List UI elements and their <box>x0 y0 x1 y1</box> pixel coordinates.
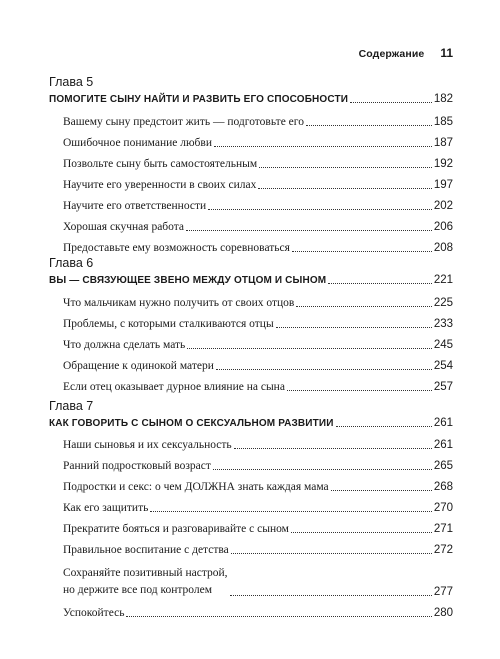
toc-entry[interactable] <box>49 502 453 515</box>
chapter-title-row[interactable] <box>49 274 453 287</box>
toc-entry[interactable] <box>49 544 453 557</box>
toc-entry-title: Проблемы, с которыми сталкиваются отцы <box>63 318 274 330</box>
leader-dots <box>258 188 431 189</box>
toc-entry[interactable] <box>49 439 453 452</box>
running-head <box>359 46 453 60</box>
leader-dots <box>331 490 432 491</box>
toc-entry[interactable] <box>49 242 453 255</box>
chapter-title: ВЫ — СВЯЗУЮЩЕЕ ЗВЕНО МЕЖДУ ОТЦОМ И СЫНОМ <box>49 275 327 286</box>
toc-entry-title: Ранний подростковый возраст <box>63 460 211 472</box>
toc-entry[interactable] <box>49 297 453 310</box>
toc-entry-title: Сохраняйте позитивный настрой, но держите все под контролем <box>63 565 228 599</box>
toc-chapter-7 <box>49 398 453 620</box>
chapter-page: 221 <box>433 274 453 286</box>
leader-dots <box>186 230 432 231</box>
leader-dots <box>287 390 432 391</box>
chapter-title: КАК ГОВОРИТЬ С СЫНОМ О СЕКСУАЛЬНОМ РАЗВИТИИ <box>49 418 334 429</box>
toc-entry[interactable] <box>49 158 453 171</box>
toc-entry-title: Хорошая скучная работа <box>63 221 185 233</box>
leader-dots <box>213 469 432 470</box>
leader-dots <box>306 125 432 126</box>
chapter-title-row[interactable] <box>49 93 453 106</box>
chapter-label: Глава 5 <box>49 75 94 89</box>
leader-dots <box>259 167 432 168</box>
page-number: 11 <box>440 46 453 60</box>
leader-dots <box>187 348 432 349</box>
toc-entry-title: Ошибочное понимание любви <box>63 137 212 149</box>
toc-entry[interactable] <box>49 116 453 129</box>
chapter-page: 261 <box>433 417 453 429</box>
toc-entry[interactable] <box>49 607 453 620</box>
toc-entry[interactable] <box>49 523 453 536</box>
toc-entry-title: Подростки и секс: о чем ДОЛЖНА знать каждая мама <box>63 481 329 493</box>
leader-dots <box>296 306 431 307</box>
toc-entry-title: Научите его ответственности <box>63 200 207 212</box>
toc-entry-page: 257 <box>433 381 453 393</box>
toc-entry[interactable] <box>49 460 453 473</box>
leader-dots <box>234 448 432 449</box>
toc-entry-title: Что мальчикам нужно получить от своих отцов <box>63 297 295 309</box>
toc-entry-page: 261 <box>433 439 453 451</box>
toc-entry-page: 245 <box>433 339 453 351</box>
toc-entry-title: Научите его уверенности в своих силах <box>63 179 257 191</box>
toc-entry-title: Обращение к одинокой матери <box>63 360 214 372</box>
toc-entry-page: 185 <box>433 116 453 128</box>
toc-entry[interactable] <box>49 137 453 150</box>
toc-entry-title: Позвольте сыну быть самостоятельным <box>63 158 258 170</box>
toc-entry[interactable] <box>49 360 453 373</box>
chapter-label: Глава 6 <box>49 256 94 270</box>
toc-entry-title: Что должна сделать мать <box>63 339 186 351</box>
leader-dots <box>336 426 432 427</box>
toc-entry-title: Как его защитить <box>63 502 149 514</box>
toc-entry-page: 271 <box>433 523 453 535</box>
running-head-title: Содержание <box>358 48 425 60</box>
toc-entry[interactable] <box>49 179 453 192</box>
chapter-page: 182 <box>433 93 453 105</box>
toc-entry-title: Если отец оказывает дурное влияние на сына <box>63 381 285 393</box>
leader-dots <box>214 146 432 147</box>
toc-entry-page: 233 <box>433 318 453 330</box>
toc-entry[interactable] <box>49 381 453 394</box>
toc-entry-page: 270 <box>433 502 453 514</box>
toc-entry-title: Вашему сыну предстоит жить — подготовьте его <box>63 116 304 128</box>
toc-entry-page: 206 <box>433 221 453 233</box>
chapter-label: Глава 7 <box>49 399 94 413</box>
toc-entry-title: Предоставьте ему возможность соревноваться <box>63 242 290 254</box>
toc-entry-title: Прекратите бояться и разговаривайте с сыном <box>63 523 289 535</box>
toc-entry-page: 225 <box>433 297 453 309</box>
toc-entry-title: Правильное воспитание с детства <box>63 544 229 556</box>
toc-entry[interactable] <box>49 339 453 352</box>
toc-entry[interactable] <box>49 318 453 331</box>
toc-entry-title: Успокойтесь <box>63 607 125 619</box>
leader-dots <box>328 283 432 284</box>
leader-dots <box>292 251 432 252</box>
toc-chapter-6 <box>49 255 453 394</box>
toc-entry-page: 272 <box>433 544 453 556</box>
toc-entry-page: 265 <box>433 460 453 472</box>
leader-dots <box>230 595 432 596</box>
toc-entry-page: 187 <box>433 137 453 149</box>
toc-entry-page: 202 <box>433 200 453 212</box>
leader-dots <box>231 553 432 554</box>
toc-entry-page: 208 <box>433 242 453 254</box>
leader-dots <box>350 102 432 103</box>
toc-entry-page: 192 <box>433 158 453 170</box>
toc-entry-page: 268 <box>433 481 453 493</box>
toc-entry-title: Наши сыновья и их сексуальность <box>63 439 232 451</box>
leader-dots <box>208 209 432 210</box>
toc-entry[interactable] <box>49 481 453 494</box>
leader-dots <box>126 616 431 617</box>
toc-entry-page: 197 <box>433 179 453 191</box>
leader-dots <box>216 369 432 370</box>
chapter-title: ПОМОГИТЕ СЫНУ НАЙТИ И РАЗВИТЬ ЕГО СПОСОБНОСТИ <box>49 94 349 105</box>
toc-entry-page: 280 <box>433 607 453 619</box>
toc-entry[interactable] <box>49 200 453 213</box>
leader-dots <box>150 511 431 512</box>
leader-dots <box>291 532 432 533</box>
leader-dots <box>276 327 432 328</box>
toc-chapter-5 <box>49 74 453 255</box>
toc-entry[interactable] <box>49 565 453 599</box>
toc-entry[interactable] <box>49 221 453 234</box>
toc-entry-page: 277 <box>433 586 453 598</box>
toc-entry-page: 254 <box>433 360 453 372</box>
chapter-title-row[interactable] <box>49 417 453 430</box>
